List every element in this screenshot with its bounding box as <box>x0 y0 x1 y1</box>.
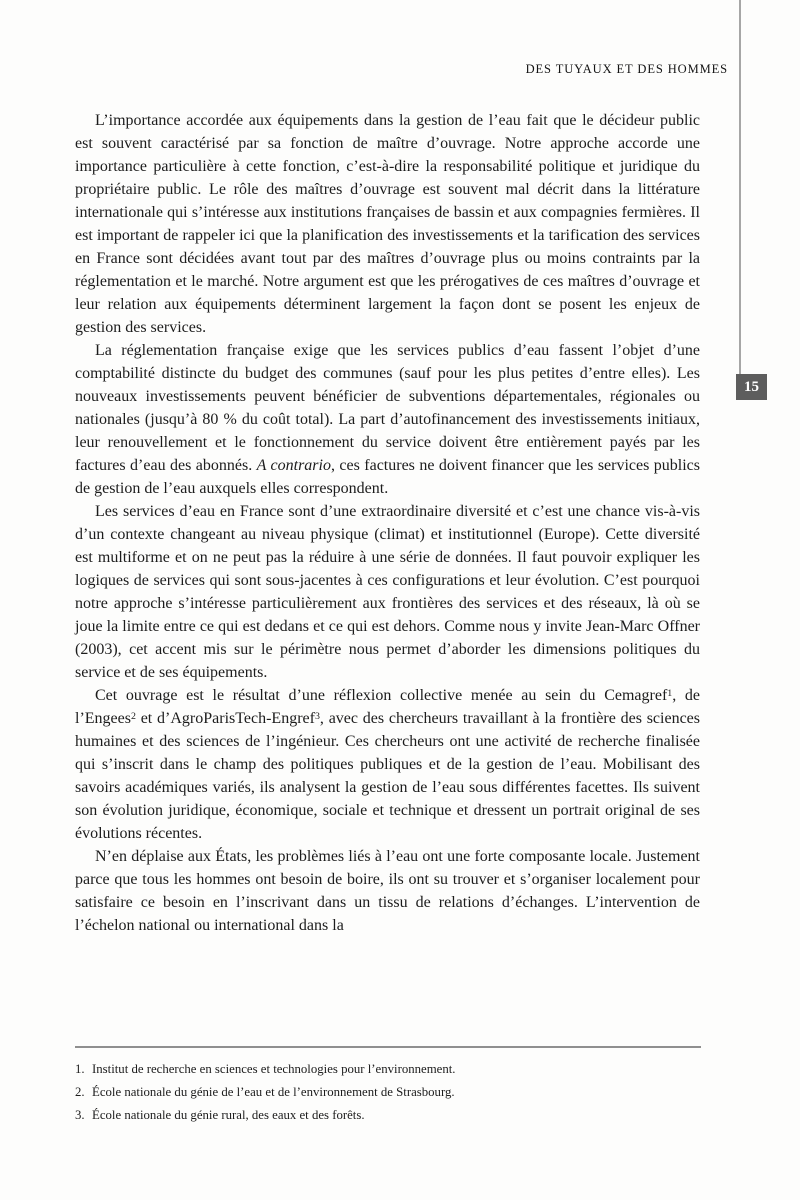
footnote-item <box>75 1107 701 1123</box>
footnote-ref: 2 <box>130 710 136 722</box>
text-segment: Cet ouvrage est le résultat d’une réflexion collective menée au sein du Cemagref <box>95 687 668 704</box>
footnote-text: École nationale du génie rural, des eaux et des forêts. <box>92 1108 365 1122</box>
page-number-badge <box>736 374 767 400</box>
paragraph <box>75 845 700 937</box>
footnote-number: 3. <box>75 1108 85 1122</box>
text-segment: N’en déplaise aux États, les problèmes liés à l’eau ont une forte composante locale. Justement parce que tous les hommes ont besoin de boire, ils ont su trouver et s’organiser localement pour satisfaire ce besoin en l’inscrivant dans un tissu de relations d’échanges. L’intervention de l’échelon national ou international dans la <box>75 848 700 934</box>
text-segment: La réglementation française exige que les services publics d’eau fassent l’objet d’une comptabilité distincte du budget des communes (sauf pour les plus petites d’entre elles). Les nouveaux investissements peuvent bénéficier de subventions départementales, régionales ou nationales (jusqu’à 80 % du coût total). La part d’autofinancement des investissements initiaux, leur renouvellement et le fonctionnement du service doivent être entièrement payés par les factures d’eau des abonnés. <box>75 342 700 474</box>
footnote-text: École nationale du génie de l’eau et de l’environnement de Strasbourg. <box>92 1085 455 1099</box>
text-segment: , avec des chercheurs travaillant à la frontière des sciences humaines et des sciences de l’ingénieur. Ces chercheurs ont une activité de recherche finalisée qui s’inscrit dans le champ des politiques publiques et de la gestion de l’eau. Mobilisant des savoirs académiques variés, ils analysent la gestion de l’eau sous différentes facettes. Ils suivent son évolution juridique, économique, sociale et technique et dressent un portrait original de ses évolutions récentes. <box>75 710 701 842</box>
footnote-item <box>75 1084 701 1100</box>
page-number: 15 <box>744 378 759 395</box>
footnote-number: 1. <box>75 1062 85 1076</box>
text-segment: L’importance accordée aux équipements dans la gestion de l’eau fait que le décideur public est souvent caractérisé par sa fonction de maître d’ouvrage. Notre approche accorde une importance particulière à cette fonction, c’est-à-dire la responsabilité politique et juridique du propriétaire public. Le rôle des maîtres d’ouvrage est souvent mal décrit dans la littérature internationale qui s’intéresse aux institutions françaises de bassin et aux compagnies fermières. Il est important de rappeler ici que la planification des investissements et la tarification des services en France sont décidées avant tout par des maîtres d’ouvrage plus ou moins contraints par la réglementation et le marché. Notre argument est que les prérogatives de ces maîtres d’ouvrage et leur relation aux équipements déterminent largement la façon dont se posent les enjeux de gestion des services. <box>75 112 700 336</box>
footnote-ref: 3 <box>314 710 320 722</box>
paragraph <box>75 684 700 845</box>
paragraph <box>75 339 700 500</box>
footnote-item <box>75 1061 701 1077</box>
footnotes-section <box>75 1046 701 1130</box>
footnote-number: 2. <box>75 1085 85 1099</box>
running-head: DES TUYAUX ET DES HOMMES <box>525 62 728 76</box>
margin-rule <box>739 0 741 374</box>
body-text <box>75 109 700 937</box>
text-segment: et d’AgroParisTech-Engref <box>135 710 315 727</box>
text-segment: A contrario <box>256 457 331 474</box>
text-segment: , ces factures ne doivent financer que les services publics de gestion de l’eau auxquels elles correspondent. <box>75 457 700 497</box>
text-segment: Les services d’eau en France sont d’une extraordinaire diversité et c’est une chance vis-à-vis d’un contexte changeant au niveau physique (climat) et institutionnel (Europe). Cette diversité est multiforme et on ne peut pas la réduire à une série de données. Il faut pouvoir expliquer les logiques de services qui sont sous-jacentes à ces configurations et leur évolution. C’est pourquoi notre approche s’intéresse particulièrement aux frontières des services et des réseaux, là où se joue la limite entre ce qui est dedans et ce qui est dehors. Comme nous y invite Jean-Marc Offner (2003), cet accent mis sur le périmètre nous permet d’aborder les dimensions politiques du service et de ses équipements. <box>75 503 700 681</box>
footnote-ref: 1 <box>667 687 673 699</box>
paragraph <box>75 500 700 684</box>
paragraph <box>75 109 700 339</box>
text-segment: , de l’Engees <box>75 687 701 727</box>
footnote-text: Institut de recherche en sciences et technologies pour l’environnement. <box>92 1062 456 1076</box>
